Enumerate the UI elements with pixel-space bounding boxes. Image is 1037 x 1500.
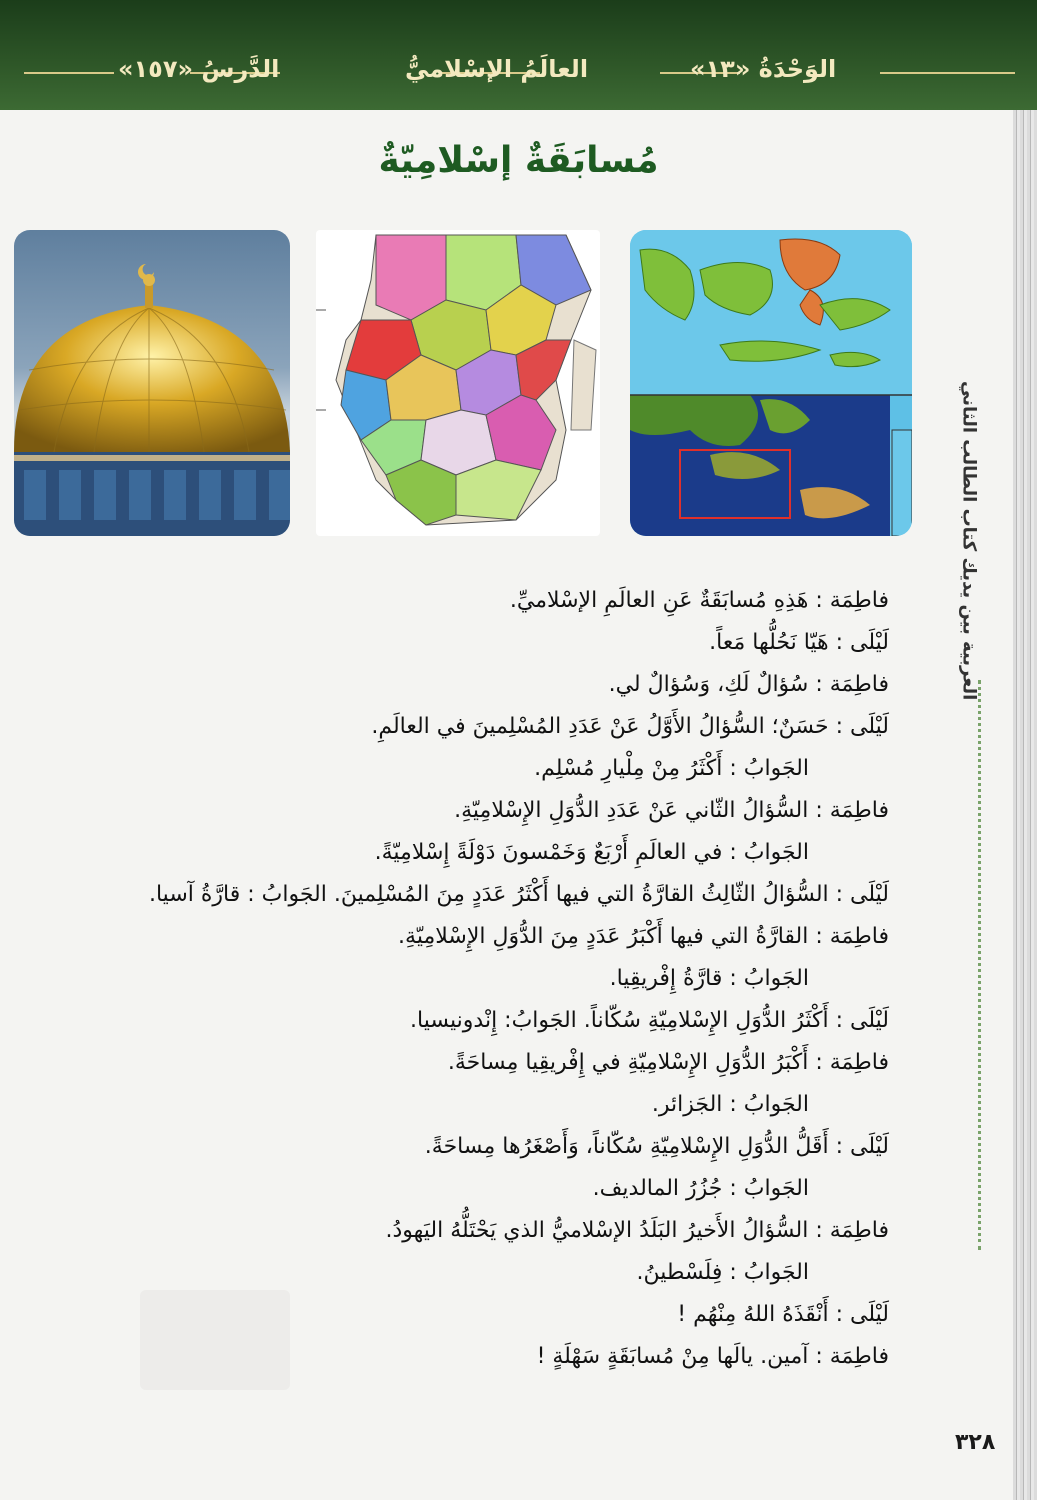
dialogue-line: لَيْلَى : حَسَنٌ؛ السُّؤالُ الأَوَّلُ عَنْ عَدَدِ المُسْلِمينَ في العالَمِ.	[371, 714, 889, 739]
dialogue-answer: الجَوابُ : أَكْثَرُ مِنْ مِلْيارِ مُسْلِم.	[534, 756, 809, 781]
unit-label: الوَحْدَةُ «١٣»	[690, 55, 837, 83]
dialogue-line: فاطِمَة : آمين. يالَها مِنْ مُسابَقَةٍ سَهْلَةٍ !	[536, 1344, 889, 1369]
header-rule	[24, 72, 114, 74]
dome-illustration	[14, 230, 290, 536]
dialogue-line: لَيْلَى : السُّؤالُ الثّالِثُ القارَّةُ التي فيها أَكْثَرُ عَدَدٍ مِنَ المُسْلِمينَ. الجَوابُ : قارَّةُ آسيا.	[148, 882, 889, 907]
dialogue-line: فاطِمَة : سُؤالٌ لَكِ، وَسُؤالٌ لي.	[608, 672, 889, 697]
dialogue-line: فاطِمَة : السُّؤالُ الأَخيرُ البَلَدُ الإسْلاميُّ الذي يَحْتَلُّهُ اليَهودُ.	[385, 1218, 889, 1243]
dialogue-line: لَيْلَى : هَيّا نَحُلُّها مَعاً.	[709, 630, 889, 655]
dialogue-answer: الجَوابُ : في العالَمِ أَرْبَعٌ وَخَمْسونَ دَوْلَةً إِسْلامِيّةً.	[374, 840, 809, 865]
sudan-map-illustration	[316, 230, 600, 536]
dialogue-answer: الجَوابُ : فِلَسْطينُ.	[636, 1260, 809, 1285]
dialogue-answer: الجَوابُ : جُزُرُ المالديف.	[592, 1176, 809, 1201]
bleed-through-mark	[140, 1290, 290, 1390]
topic-label: العالَمُ الإسْلاميُّ	[405, 55, 589, 83]
dialogue-answer: الجَوابُ : الجَزائر.	[651, 1092, 809, 1117]
dialogue-answer: الجَوابُ : قارَّةُ إِفْريقِيا.	[609, 966, 809, 991]
dialogue-line: لَيْلَى : أَنْقَذَهُ اللهُ مِنْهُم !	[677, 1302, 889, 1327]
sudan-map	[316, 230, 600, 536]
header-band	[0, 0, 1037, 110]
dialogue-line: لَيْلَى : أَكْثَرُ الدُّوَلِ الإِسْلامِيّةِ سُكّاناً. الجَوابُ: إِنْدونيسيا.	[410, 1008, 889, 1033]
page-number: ٣٢٨	[955, 1430, 996, 1455]
dialogue-line: فاطِمَة : القارَّةُ التي فيها أَكْبَرُ عَدَدٍ مِنَ الدُّوَلِ الإِسْلامِيّةِ.	[398, 924, 889, 949]
lesson-label: الدَّرسُ «١٥٧»	[118, 55, 280, 83]
dialogue-line: فاطِمَة : هَذِهِ مُسابَقَةٌ عَنِ العالَمِ الإسْلاميِّ.	[509, 588, 889, 613]
dialogue-line: لَيْلَى : أَقَلُّ الدُّوَلِ الإِسْلامِيّةِ سُكّاناً، وَأَصْغَرُها مِساحَةً.	[424, 1134, 889, 1159]
dome-photo	[14, 230, 290, 536]
header-rule	[880, 72, 1015, 74]
dialogue-line: فاطِمَة : أَكْبَرُ الدُّوَلِ الإِسْلامِيّةِ في إِفْريقِيا مِساحَةً.	[447, 1050, 889, 1075]
page-edge	[1013, 110, 1037, 1500]
dialogue	[129, 580, 889, 1378]
book-title-vertical: العربية بين يديك كتاب الطالب الثاني	[958, 380, 980, 700]
indonesia-map	[630, 230, 912, 536]
side-decoration	[968, 680, 981, 1250]
dialogue-line: فاطِمَة : السُّؤالُ الثّاني عَنْ عَدَدِ الدُّوَلِ الإِسْلامِيّةِ.	[454, 798, 889, 823]
page-title: مُسابَقَةٌ إسْلامِيّةٌ	[378, 140, 659, 181]
indonesia-map-illustration	[630, 230, 912, 536]
